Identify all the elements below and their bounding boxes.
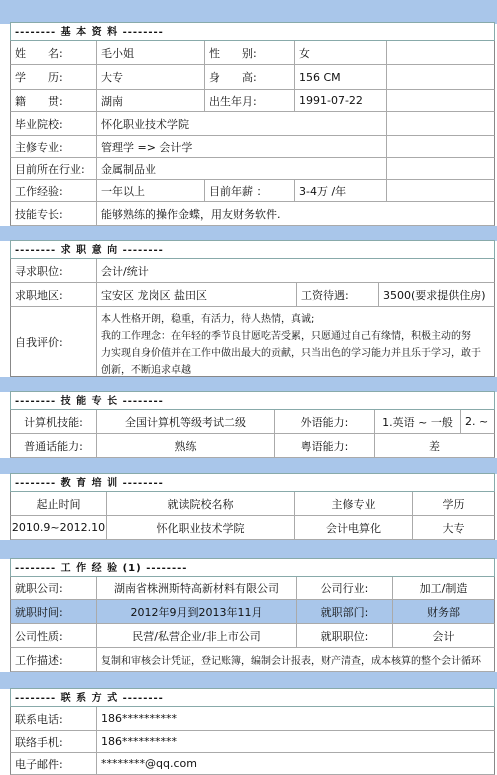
section-header-basic: -------- 基 本 资 料 -------- bbox=[10, 22, 495, 41]
height-value: 156 CM bbox=[295, 65, 387, 89]
origin-label: 籍 贯: bbox=[11, 90, 97, 111]
photo-cell bbox=[387, 112, 494, 135]
school-label: 毕业院校: bbox=[11, 112, 97, 135]
salary-label: 目前年薪 ： bbox=[205, 180, 295, 201]
job-label: 寻求职位: bbox=[11, 259, 97, 282]
photo-cell bbox=[387, 41, 494, 64]
salary-value: 3-4万 /年 bbox=[295, 180, 387, 201]
desc-value: 复制和审核会计凭证，登记账簿，编制会计报表，财产清查，成本核算的整个会计循环 bbox=[101, 656, 481, 667]
mandarin-label: 普通话能力: bbox=[11, 434, 97, 457]
section-band bbox=[0, 377, 497, 392]
birth-label: 出生年月: bbox=[205, 90, 295, 111]
eval-line: 我的工作理念：在年轻的季节良甘愿吃苦受累，只愿通过自己有缘情，积极主动的努 bbox=[101, 331, 471, 342]
edu-value: 大专 bbox=[97, 65, 205, 89]
exp-value: 一年以上 bbox=[97, 180, 205, 201]
school-value: 怀化职业技术学院 bbox=[97, 112, 387, 135]
gender-label: 性 别: bbox=[205, 41, 295, 64]
dept-label: 就职部门: bbox=[297, 600, 393, 623]
birth-value: 1991-07-22 bbox=[295, 90, 387, 111]
gender-value: 女 bbox=[295, 41, 387, 64]
work-industry-label: 公司行业: bbox=[297, 577, 393, 599]
eval-label: 自我评价: bbox=[11, 307, 97, 376]
job-value: 会计/统计 bbox=[101, 264, 149, 278]
edu-label: 学 历: bbox=[11, 65, 97, 89]
pay-value: 3500(要求提供住房) bbox=[383, 288, 486, 302]
mandarin-value: 熟练 bbox=[97, 434, 275, 457]
section-header-skills: -------- 技 能 专 长 -------- bbox=[10, 391, 495, 410]
eval-line: 力实现自身价值并在工作中做出最大的贡献，只当出色的学习能力并且乐于学习，敢于 bbox=[101, 348, 481, 359]
work-row-desc bbox=[10, 648, 495, 672]
skills-row-1 bbox=[10, 410, 495, 434]
industry-value: 金属制品业 bbox=[97, 158, 387, 179]
work-row-nature bbox=[10, 624, 495, 648]
section-header-contact: -------- 联 系 方 式 -------- bbox=[10, 688, 495, 707]
photo-cell bbox=[387, 180, 494, 201]
height-label: 身 高: bbox=[205, 65, 295, 89]
eval-text bbox=[101, 311, 491, 379]
phone-label: 联系电话: bbox=[11, 707, 97, 730]
eval-line: 创新，不断追求卓越 bbox=[101, 365, 191, 376]
mobile-value: 186********** bbox=[101, 735, 177, 748]
mobile-label: 联络手机: bbox=[11, 731, 97, 752]
edu-data-row bbox=[10, 516, 495, 540]
edu-col-major: 主修专业 bbox=[295, 492, 413, 515]
desc-label: 工作描述: bbox=[11, 648, 97, 671]
skills-row-2 bbox=[10, 434, 495, 458]
company-label: 就职公司: bbox=[11, 577, 97, 599]
section-header-intent: -------- 求 职 意 向 -------- bbox=[10, 240, 495, 259]
major-label: 主修专业: bbox=[11, 136, 97, 157]
basic-row-origin bbox=[10, 90, 495, 112]
section-band bbox=[0, 458, 497, 474]
edu-school: 怀化职业技术学院 bbox=[107, 516, 295, 539]
skill-value: 能够熟练的操作金蝶，用友财务软件. bbox=[101, 207, 281, 221]
photo-cell bbox=[387, 65, 494, 89]
edu-header-row bbox=[10, 492, 495, 516]
name-value: 毛小姐 bbox=[97, 41, 205, 64]
position-value: 会计 bbox=[432, 629, 455, 643]
basic-row-skill bbox=[10, 202, 495, 226]
edu-col-time: 起止时间 bbox=[11, 492, 107, 515]
phone-value: 186********** bbox=[101, 712, 177, 725]
photo-cell bbox=[387, 136, 494, 157]
intent-row-job bbox=[10, 259, 495, 283]
section-band bbox=[0, 672, 497, 689]
section-band bbox=[0, 0, 497, 24]
basic-row-industry bbox=[10, 158, 495, 180]
eval-line: 本人性格开朗，稳重，有活力，待人热情，真诚; bbox=[101, 314, 315, 325]
area-label: 求职地区: bbox=[11, 283, 97, 306]
edu-col-degree: 学历 bbox=[442, 497, 465, 511]
name-label: 姓 名: bbox=[11, 41, 97, 64]
nature-label: 公司性质: bbox=[11, 624, 97, 647]
skill-label: 技能专长: bbox=[11, 202, 97, 225]
cantonese-value: 差 bbox=[429, 439, 440, 453]
time-label: 就职时间: bbox=[11, 600, 97, 623]
time-value: 2012年9月到2013年11月 bbox=[97, 600, 297, 623]
origin-value: 湖南 bbox=[97, 90, 205, 111]
dept-value: 财务部 bbox=[427, 605, 460, 619]
edu-time: 2010.9~2012.10 bbox=[11, 516, 107, 539]
foreign-label: 外语能力: bbox=[275, 410, 375, 433]
foreign-value-2: 2. ~ bbox=[465, 415, 489, 428]
basic-row-edu bbox=[10, 65, 495, 90]
edu-degree: 大专 bbox=[442, 521, 465, 535]
contact-row-phone bbox=[10, 707, 495, 731]
position-label: 就职职位: bbox=[297, 624, 393, 647]
pay-label: 工资待遇: bbox=[297, 283, 379, 306]
cantonese-label: 粤语能力: bbox=[275, 434, 375, 457]
basic-row-major bbox=[10, 136, 495, 158]
section-band bbox=[0, 540, 497, 559]
computer-label: 计算机技能: bbox=[11, 410, 97, 433]
exp-label: 工作经验: bbox=[11, 180, 97, 201]
basic-row-name bbox=[10, 41, 495, 65]
photo-cell bbox=[387, 158, 494, 179]
section-band bbox=[0, 226, 497, 241]
section-header-work: -------- 工 作 经 验 (1) -------- bbox=[10, 558, 495, 577]
industry-label: 目前所在行业: bbox=[11, 158, 97, 179]
foreign-value: 1.英语 ~ 一般 bbox=[375, 410, 461, 433]
company-value: 湖南省株洲斯特高新材料有限公司 bbox=[97, 577, 297, 599]
work-row-company bbox=[10, 577, 495, 600]
intent-row-area bbox=[10, 283, 495, 307]
basic-row-exp bbox=[10, 180, 495, 202]
section-header-education: -------- 教 育 培 训 -------- bbox=[10, 473, 495, 492]
email-value: ********@qq.com bbox=[101, 757, 197, 770]
edu-major: 会计电算化 bbox=[295, 516, 413, 539]
major-value: 管理学 => 会计学 bbox=[97, 136, 387, 157]
work-industry-value: 加工/制造 bbox=[419, 582, 468, 595]
work-row-time bbox=[10, 600, 495, 624]
computer-value: 全国计算机等级考试二级 bbox=[97, 410, 275, 433]
contact-row-mobile bbox=[10, 731, 495, 753]
photo-cell bbox=[387, 90, 494, 111]
contact-row-email bbox=[10, 753, 495, 775]
basic-row-school bbox=[10, 112, 495, 136]
nature-value: 民营/私营企业/非上市公司 bbox=[97, 624, 297, 647]
edu-col-school: 就读院校名称 bbox=[107, 492, 295, 515]
area-value: 宝安区 龙岗区 盐田区 bbox=[97, 283, 297, 306]
email-label: 电子邮件: bbox=[11, 753, 97, 774]
self-evaluation bbox=[10, 307, 495, 377]
